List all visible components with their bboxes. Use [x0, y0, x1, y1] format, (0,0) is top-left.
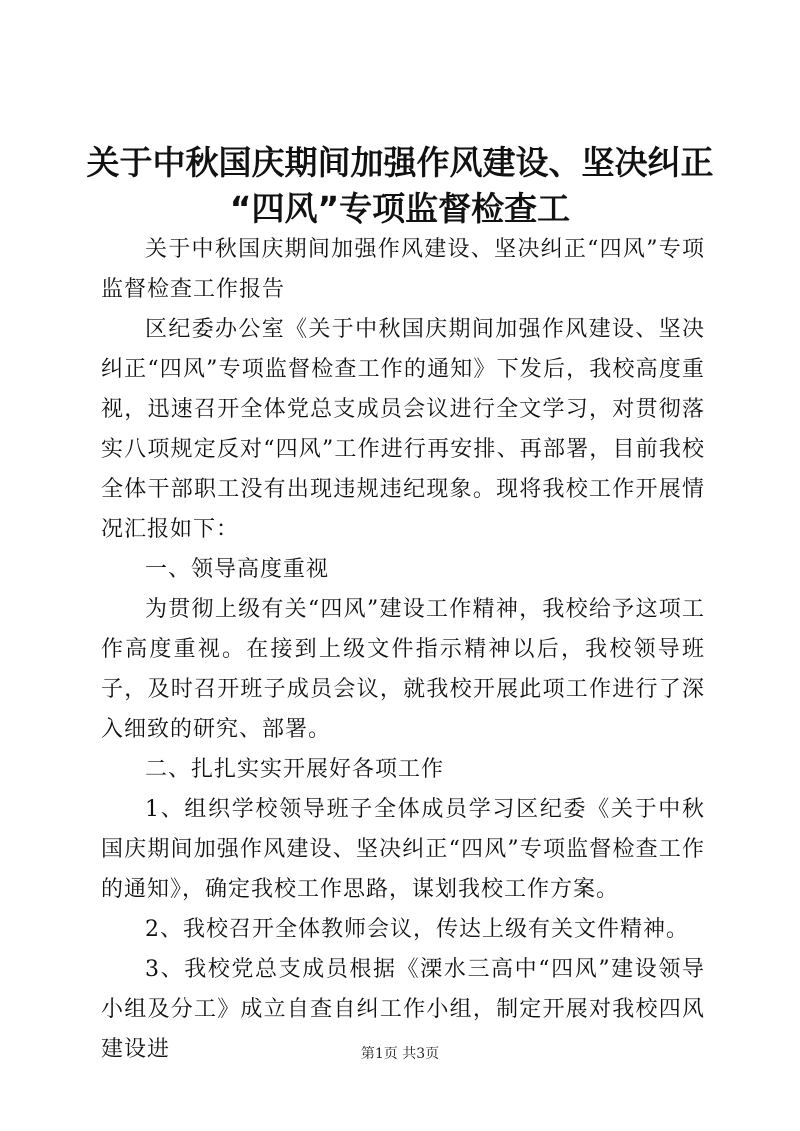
paragraph-item-2: 2、我校召开全体教师会议，传达上级有关文件精神。 — [145, 917, 689, 942]
document-body — [101, 230, 705, 1070]
paragraph-item-1: 1、组织学校领导班子全体成员学习区纪委《关于中秋国庆期间加强作风建设、坚决纠正“四风”专项监督检查工作的通知》，确定我校工作思路，谋划我校工作方案。 — [101, 797, 705, 902]
paragraph-item-3: 3、我校党总支成员根据《溧水三高中“四风”建设领导小组及分工》成立自查自纠工作小组，制定开展对我校四风建设进 — [101, 957, 705, 1062]
paragraph-intro: 区纪委办公室《关于中秋国庆期间加强作风建设、坚决纠正“四风”专项监督检查工作的通知》下发后，我校高度重视，迅速召开全体党总支成员会议进行全文学习，对贯彻落实八项规定反对“四风”工作进行再安排、再部署，目前我校全体干部职工没有出现违规违纪现象。现将我校工作开展情况汇报如下： — [101, 317, 705, 542]
section-heading-2: 二、扎扎实实开展好各项工作 — [145, 757, 445, 782]
page-number-footer: 第1页 共3页 — [360, 1046, 440, 1062]
paragraph-report-heading: 关于中秋国庆期间加强作风建设、坚决纠正“四风”专项监督检查工作报告 — [101, 237, 705, 302]
paragraph-section-1: 为贯彻上级有关“四风”建设工作精神，我校给予这项工作高度重视。在接到上级文件指示精神以后，我校领导班子，及时召开班子成员会议，就我校开展此项工作进行了深入细致的研究、部署。 — [101, 597, 705, 742]
document-title-line-1: 关于中秋国庆期间加强作风建设、坚决纠正 — [86, 143, 714, 182]
document-title-line-2: “四风”专项监督检查工 — [229, 189, 571, 228]
section-heading-1: 一、领导高度重视 — [145, 557, 330, 582]
